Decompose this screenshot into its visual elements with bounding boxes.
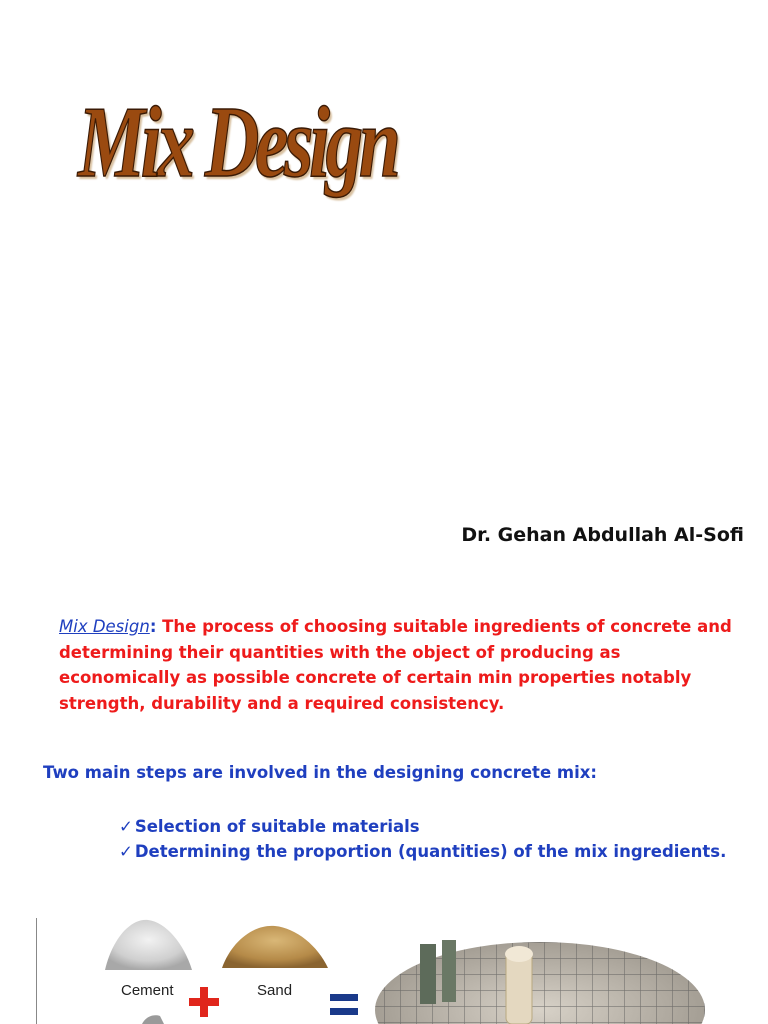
sand-label: Sand	[257, 982, 293, 999]
concrete-ingredients-illustration	[0, 910, 768, 1024]
sand-pile-icon	[222, 926, 328, 968]
list-item	[119, 839, 726, 864]
definition-text: The process of choosing suitable ingredients of concrete and determining their quantities with the object of producing as economically as possible concrete of certain min properties notably strength, durability and a required consistency.	[59, 617, 732, 713]
step-text: Selection of suitable materials	[134, 817, 420, 836]
definition-term: Mix Design	[59, 617, 150, 636]
cement-pile-icon	[105, 920, 192, 970]
list-item	[119, 814, 726, 839]
page-title: Mix Design	[78, 86, 397, 199]
author-name: Dr. Gehan Abdullah Al-Sofi	[461, 524, 744, 546]
small-pile-icon	[142, 1015, 164, 1024]
step-text: Determining the proportion (quantities) of the mix ingredients.	[134, 842, 727, 861]
steps-intro: Two main steps are involved in the designing concrete mix:	[43, 763, 597, 782]
checkmark-icon: ✓	[119, 842, 133, 861]
plus-icon	[189, 987, 219, 1017]
cement-label: Cement	[121, 982, 174, 999]
concrete-photo	[375, 940, 705, 1024]
definition-colon: :	[149, 617, 157, 636]
equals-icon	[330, 994, 358, 1015]
checkmark-icon: ✓	[119, 817, 133, 836]
definition-paragraph	[59, 614, 739, 716]
steps-list	[119, 814, 726, 864]
